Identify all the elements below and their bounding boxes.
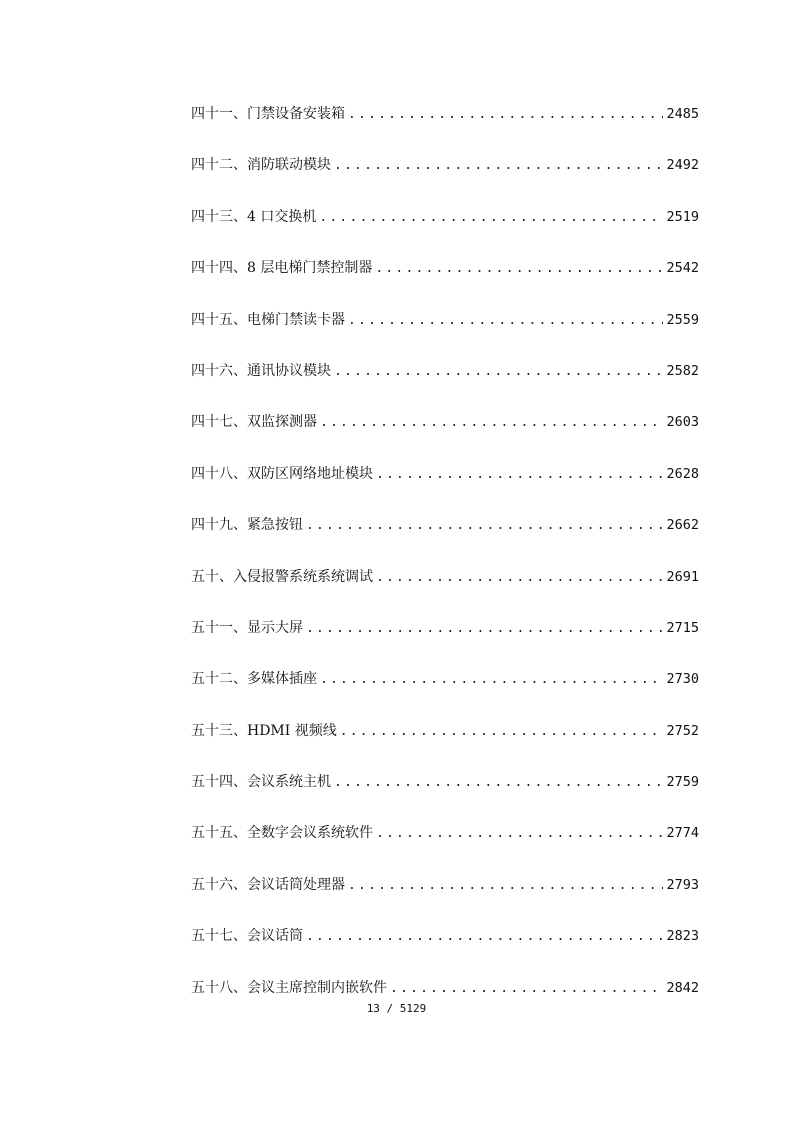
toc-entry-title: 四十三、4 口交换机 <box>191 208 317 225</box>
toc-entry[interactable] <box>191 875 699 926</box>
toc-entry[interactable] <box>191 412 699 463</box>
toc-entry-title: 四十七、双监探测器 <box>191 414 317 431</box>
toc-entry[interactable] <box>191 104 699 155</box>
toc-entry-title: 四十五、电梯门禁读卡器 <box>191 311 345 328</box>
toc-leader-dots <box>348 311 663 331</box>
toc-entry-title: 五十六、会议话筒处理器 <box>191 876 345 893</box>
toc-entry[interactable] <box>191 515 699 566</box>
toc-entry-title: 五十三、HDMI 视频线 <box>191 722 337 739</box>
toc-entry-page: 2715 <box>666 619 699 636</box>
toc-entry[interactable] <box>191 823 699 874</box>
toc-leader-dots <box>306 619 663 639</box>
toc-entry-title: 四十二、消防联动模块 <box>191 157 331 174</box>
toc-leader-dots <box>375 259 663 279</box>
toc-entry-title: 四十一、门禁设备安装箱 <box>191 106 345 122</box>
toc-entry-title: 四十九、紧急按钮 <box>191 517 303 534</box>
toc-entry-page: 2774 <box>666 825 699 842</box>
table-of-contents <box>191 104 699 1029</box>
toc-entry[interactable] <box>191 207 699 258</box>
toc-entry-page: 2752 <box>666 722 699 739</box>
toc-entry[interactable] <box>191 258 699 309</box>
toc-leader-dots <box>376 824 663 844</box>
toc-leader-dots <box>348 105 663 125</box>
toc-entry[interactable] <box>191 772 699 823</box>
toc-leader-dots <box>319 208 663 228</box>
page-indicator: 13 / 5129 <box>366 1002 427 1015</box>
toc-leader-dots <box>340 722 664 742</box>
toc-entry-page: 2793 <box>666 876 699 893</box>
toc-leader-dots <box>348 876 663 896</box>
toc-entry-page: 2582 <box>666 362 699 379</box>
toc-leader-dots <box>390 979 663 999</box>
toc-entry[interactable] <box>191 618 699 669</box>
toc-leader-dots <box>320 413 663 433</box>
toc-entry-title: 五十五、全数字会议系统软件 <box>191 825 373 842</box>
toc-entry-page: 2559 <box>666 311 699 328</box>
toc-leader-dots <box>334 362 663 382</box>
toc-entry-page: 2691 <box>666 568 699 585</box>
toc-entry[interactable] <box>191 361 699 412</box>
toc-entry-page: 2759 <box>666 774 699 791</box>
toc-entry[interactable] <box>191 721 699 772</box>
toc-entry[interactable] <box>191 669 699 720</box>
toc-leader-dots <box>334 156 663 176</box>
toc-entry[interactable] <box>191 567 699 618</box>
toc-leader-dots <box>320 670 663 690</box>
toc-entry-title: 四十八、双防区网络地址模块 <box>191 465 373 482</box>
toc-leader-dots <box>306 516 663 536</box>
toc-entry-title: 五十一、显示大屏 <box>191 619 303 636</box>
toc-entry-page: 2628 <box>666 465 699 482</box>
toc-entry-page: 2542 <box>666 260 699 277</box>
toc-entry-title: 四十六、通讯协议模块 <box>191 362 331 379</box>
toc-entry-title: 五十二、多媒体插座 <box>191 671 317 688</box>
toc-entry[interactable] <box>191 310 699 361</box>
toc-entry[interactable] <box>191 464 699 515</box>
toc-entry-title: 五十七、会议话筒 <box>191 928 303 945</box>
toc-leader-dots <box>334 773 663 793</box>
toc-entry-page: 2730 <box>666 671 699 688</box>
toc-entry-page: 2603 <box>666 414 699 431</box>
toc-entry-page: 2842 <box>666 979 699 996</box>
toc-entry[interactable] <box>191 926 699 977</box>
toc-leader-dots <box>306 927 663 947</box>
toc-entry-page: 2485 <box>666 106 699 122</box>
toc-leader-dots <box>376 465 663 485</box>
toc-entry-page: 2662 <box>666 517 699 534</box>
toc-leader-dots <box>376 568 663 588</box>
toc-entry-title: 五十四、会议系统主机 <box>191 774 331 791</box>
toc-entry[interactable] <box>191 155 699 206</box>
toc-entry-page: 2519 <box>666 208 699 225</box>
toc-entry-title: 五十、入侵报警系统系统调试 <box>191 568 373 585</box>
toc-entry-page: 2492 <box>666 157 699 174</box>
toc-entry-title: 四十四、8 层电梯门禁控制器 <box>191 260 373 277</box>
toc-entry-page: 2823 <box>666 928 699 945</box>
toc-entry-title: 五十八、会议主席控制内嵌软件 <box>191 979 387 996</box>
